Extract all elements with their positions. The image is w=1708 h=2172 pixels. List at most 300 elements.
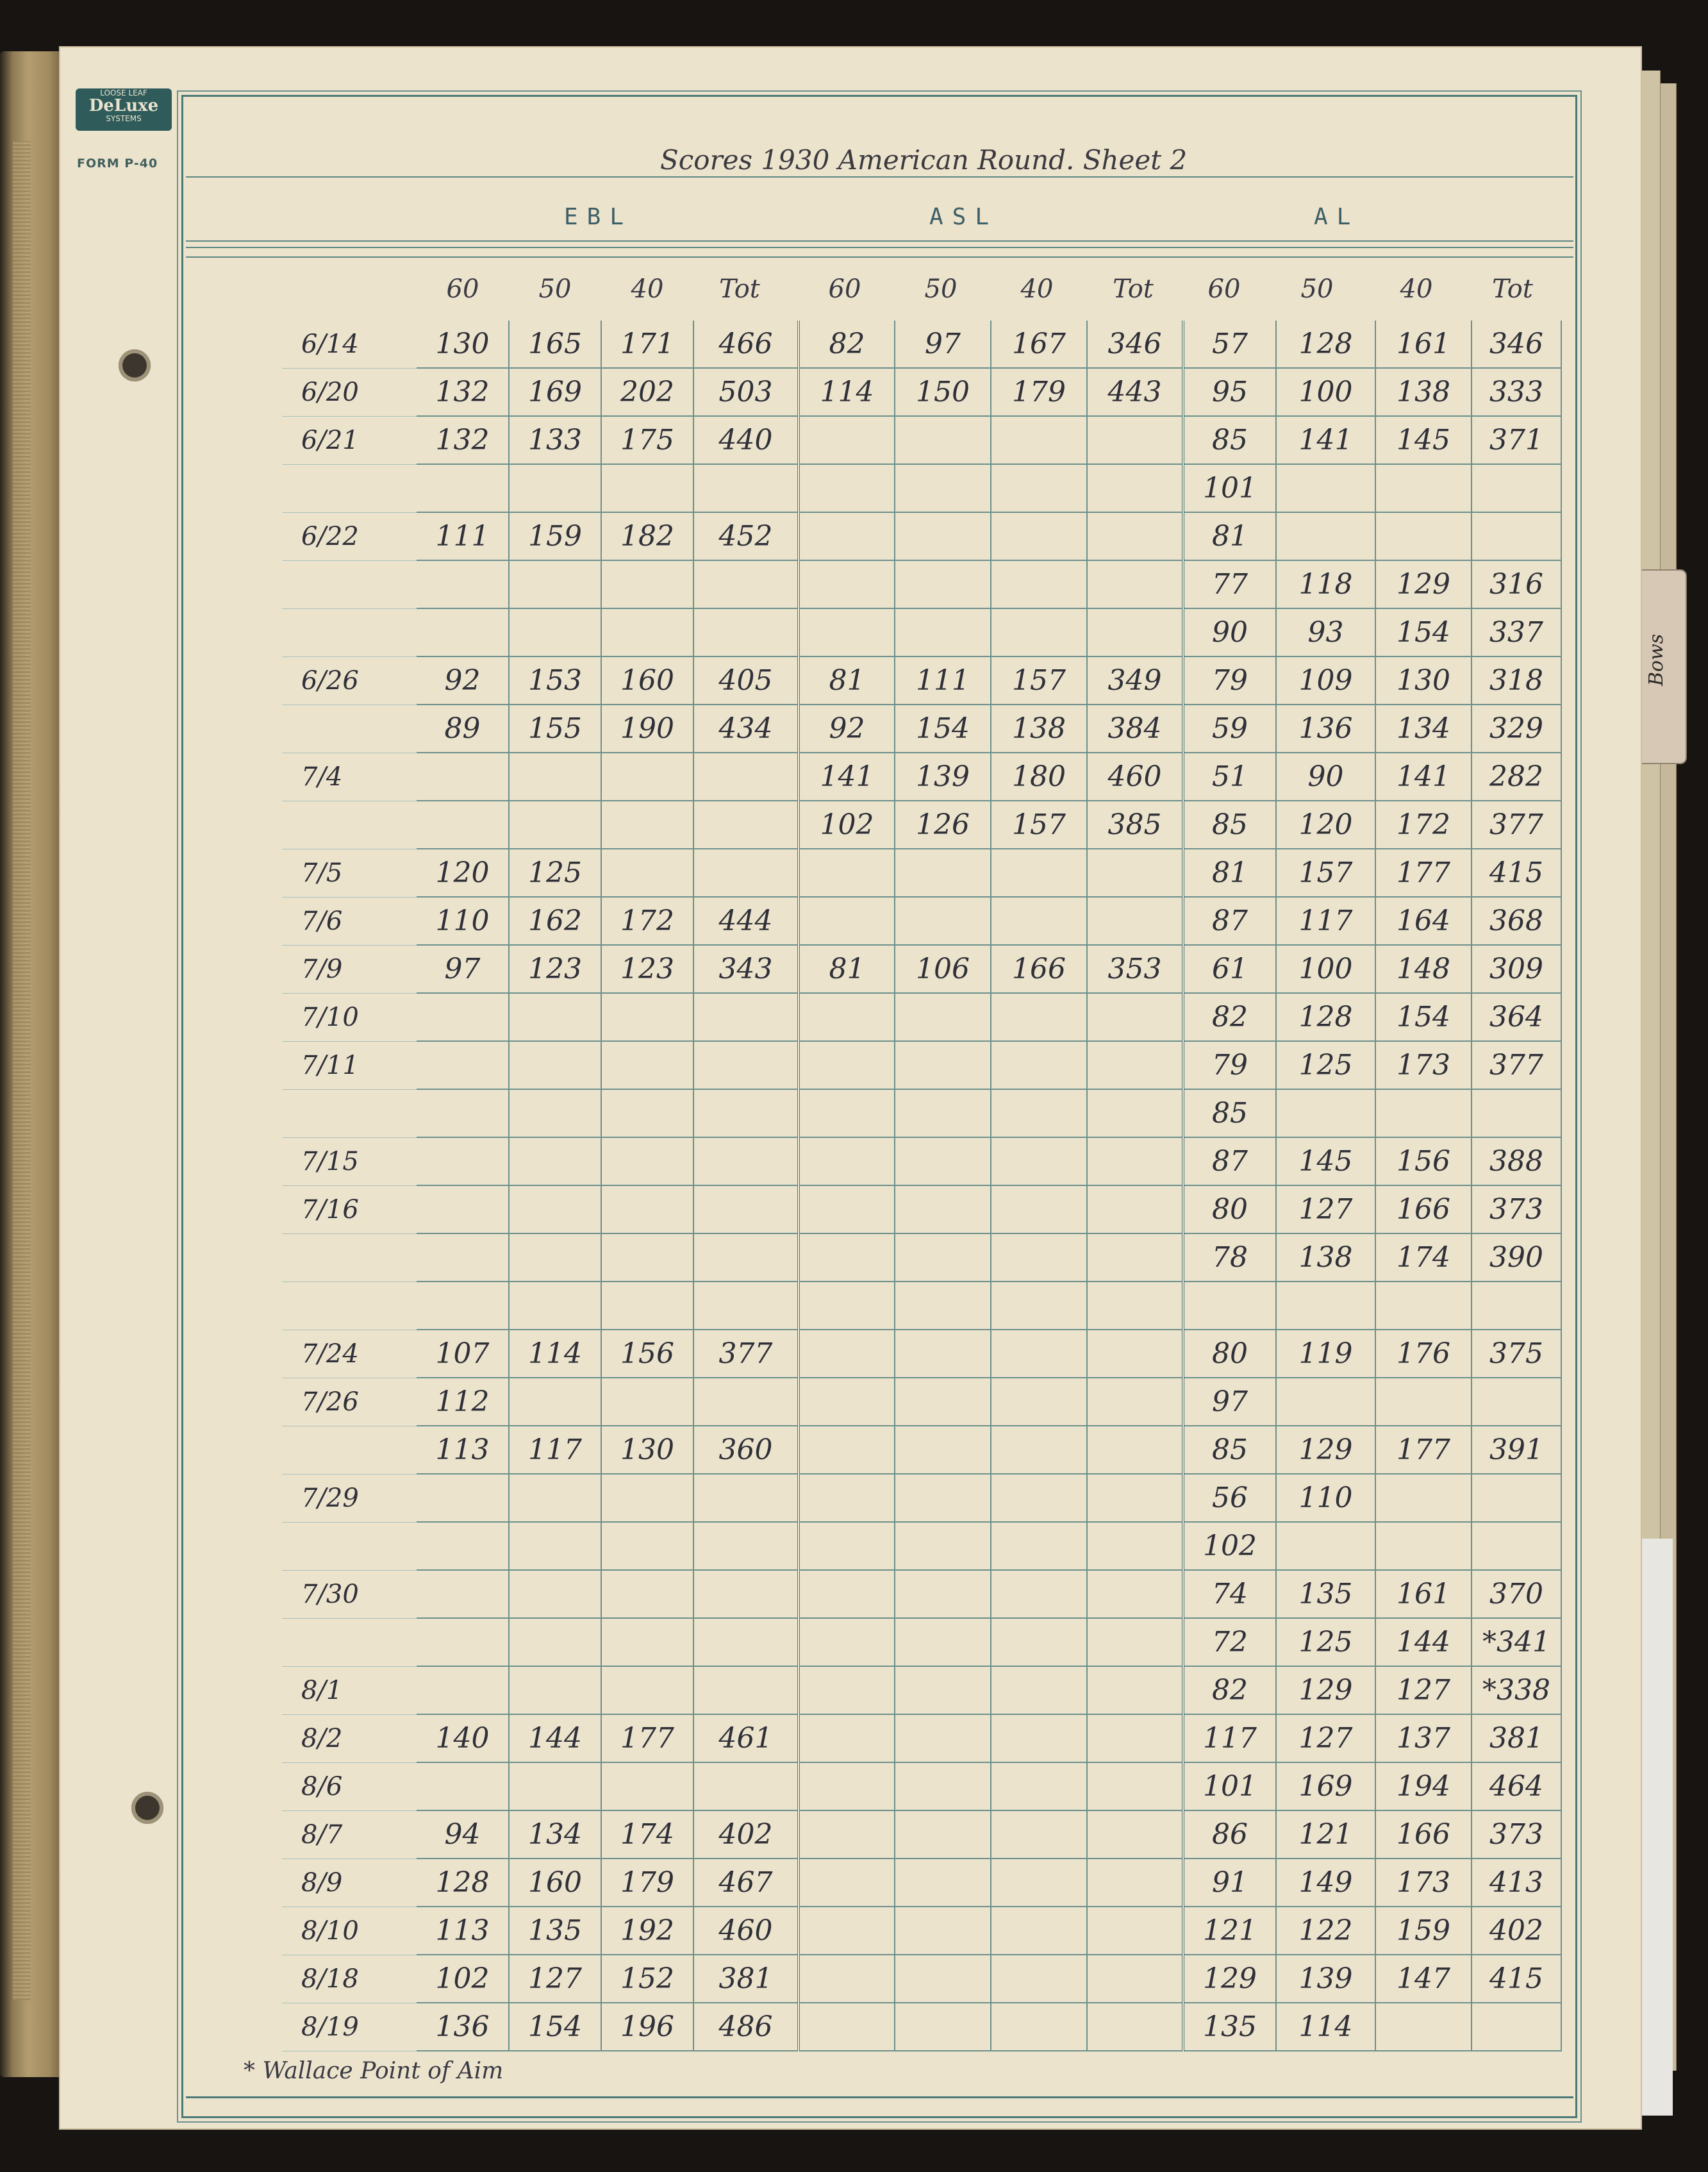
score-cell: 127 — [1276, 1185, 1375, 1233]
score-cell: 375 — [1472, 1330, 1561, 1378]
score-cell — [1087, 1089, 1183, 1137]
score-cell: 282 — [1472, 753, 1561, 801]
score-cell — [895, 1330, 991, 1378]
score-cell — [895, 1907, 991, 1955]
score-cell — [1276, 464, 1375, 512]
score-cell: 388 — [1472, 1137, 1561, 1185]
score-cell: *338 — [1472, 1666, 1561, 1714]
score-cell: 147 — [1375, 1955, 1472, 2003]
score-cell — [1087, 1522, 1183, 1570]
score-cell — [1472, 1522, 1561, 1570]
col-header: Tot — [719, 274, 760, 304]
score-cell: 192 — [601, 1907, 693, 1955]
score-cell: 137 — [1375, 1714, 1472, 1762]
score-cell — [895, 2003, 991, 2051]
score-cell: 125 — [1276, 1041, 1375, 1089]
score-cell: 79 — [1183, 656, 1276, 705]
score-cell — [895, 1762, 991, 1810]
score-cell: 141 — [1276, 416, 1375, 464]
score-cell: 333 — [1472, 368, 1561, 416]
score-cell — [1472, 512, 1561, 560]
score-cell: 134 — [1375, 705, 1472, 753]
score-cell — [417, 1282, 509, 1330]
score-cell — [895, 1089, 991, 1137]
score-cell: 90 — [1183, 608, 1276, 656]
score-cell: 102 — [417, 1955, 509, 2003]
score-cell — [799, 512, 895, 560]
row-date — [282, 1522, 417, 1570]
score-cell — [1183, 1282, 1276, 1330]
score-cell: 153 — [509, 656, 601, 705]
score-cell — [991, 416, 1087, 464]
row-date: 6/14 — [282, 321, 417, 368]
row-date: 7/5 — [282, 849, 417, 897]
table-row — [282, 1330, 1561, 1378]
table-row — [282, 1570, 1561, 1618]
table-row — [282, 753, 1561, 801]
score-cell: 132 — [417, 368, 509, 416]
score-cell: 182 — [601, 512, 693, 560]
score-cell: 174 — [1375, 1233, 1472, 1282]
score-cell: 337 — [1472, 608, 1561, 656]
score-cell: 123 — [509, 945, 601, 993]
rule — [186, 256, 1573, 258]
score-cell — [1375, 1282, 1472, 1330]
score-cell — [799, 1522, 895, 1570]
score-cell — [693, 1618, 799, 1666]
score-cell — [693, 1378, 799, 1426]
score-cell: 464 — [1472, 1762, 1561, 1810]
score-cell — [1087, 464, 1183, 512]
score-cell: 156 — [601, 1330, 693, 1378]
logo-bottom-text: SYSTEMS — [106, 114, 142, 123]
col-header: 60 — [1207, 274, 1241, 304]
score-cell — [799, 464, 895, 512]
score-cell: 126 — [895, 801, 991, 849]
row-date: 8/19 — [282, 2003, 417, 2051]
table-row — [282, 512, 1561, 560]
score-cell — [799, 1666, 895, 1714]
score-cell — [417, 1570, 509, 1618]
score-cell: 144 — [1375, 1618, 1472, 1666]
score-cell: 133 — [509, 416, 601, 464]
score-cell — [991, 608, 1087, 656]
score-cell: 85 — [1183, 1089, 1276, 1137]
score-cell: 176 — [1375, 1330, 1472, 1378]
score-cell: 166 — [1375, 1810, 1472, 1859]
score-cell: 90 — [1276, 753, 1375, 801]
score-cell: 154 — [1375, 608, 1472, 656]
score-cell — [799, 416, 895, 464]
score-cell — [991, 1041, 1087, 1089]
score-cell: 179 — [991, 368, 1087, 416]
row-date: 8/6 — [282, 1762, 417, 1810]
score-cell: 97 — [895, 321, 991, 368]
score-cell: 113 — [417, 1426, 509, 1474]
score-cell — [991, 464, 1087, 512]
score-cell: 413 — [1472, 1859, 1561, 1907]
score-cell — [1087, 608, 1183, 656]
table-row — [282, 1522, 1561, 1570]
score-cell: 156 — [1375, 1137, 1472, 1185]
score-cell — [799, 849, 895, 897]
score-cell — [895, 1859, 991, 1907]
score-cell — [693, 1233, 799, 1282]
score-cell — [799, 1185, 895, 1233]
score-cell — [799, 560, 895, 608]
score-cell: 154 — [1375, 993, 1472, 1041]
row-date: 8/10 — [282, 1907, 417, 1955]
table-row — [282, 1907, 1561, 1955]
score-cell: 138 — [991, 705, 1087, 753]
score-cell: 173 — [1375, 1041, 1472, 1089]
table-row — [282, 993, 1561, 1041]
score-cell — [601, 993, 693, 1041]
score-cell: 118 — [1276, 560, 1375, 608]
score-cell — [417, 1762, 509, 1810]
score-cell: 117 — [1183, 1714, 1276, 1762]
score-cell — [1087, 1041, 1183, 1089]
table-row — [282, 2003, 1561, 2051]
score-cell — [991, 1233, 1087, 1282]
score-cell — [1087, 1282, 1183, 1330]
score-cell — [417, 1185, 509, 1233]
score-cell: 114 — [799, 368, 895, 416]
score-cell: 160 — [601, 656, 693, 705]
score-cell: 167 — [991, 321, 1087, 368]
score-cell — [417, 464, 509, 512]
sheet-title: Scores 1930 American Round. Sheet 2 — [660, 144, 1188, 176]
score-cell — [601, 1618, 693, 1666]
score-cell — [509, 1666, 601, 1714]
score-cell — [895, 1666, 991, 1714]
score-cell — [417, 608, 509, 656]
score-cell — [601, 560, 693, 608]
score-cell — [417, 1474, 509, 1522]
score-cell — [601, 608, 693, 656]
score-cell: 415 — [1472, 849, 1561, 897]
score-cell — [799, 1330, 895, 1378]
score-cell: 129 — [1183, 1955, 1276, 2003]
score-cell: 110 — [417, 897, 509, 945]
score-cell — [991, 1618, 1087, 1666]
score-cell: 79 — [1183, 1041, 1276, 1089]
table-row — [282, 1859, 1561, 1907]
score-cell: 82 — [1183, 1666, 1276, 1714]
score-cell — [799, 1426, 895, 1474]
score-cell: 130 — [1375, 656, 1472, 705]
score-cell: 86 — [1183, 1810, 1276, 1859]
score-cell — [1087, 1955, 1183, 2003]
score-cell — [799, 1955, 895, 2003]
score-cell — [991, 512, 1087, 560]
score-table — [282, 321, 1562, 2051]
table-row — [282, 1762, 1561, 1810]
row-date: 7/11 — [282, 1041, 417, 1089]
score-cell: 135 — [1183, 2003, 1276, 2051]
score-cell: 165 — [509, 321, 601, 368]
score-cell: 370 — [1472, 1570, 1561, 1618]
score-cell: 161 — [1375, 321, 1472, 368]
score-cell — [895, 993, 991, 1041]
publisher-logo — [76, 88, 172, 131]
score-cell: 87 — [1183, 1137, 1276, 1185]
spine-texture — [13, 141, 31, 2000]
score-cell: 460 — [1087, 753, 1183, 801]
score-cell: 110 — [1276, 1474, 1375, 1522]
table-row — [282, 1810, 1561, 1859]
score-cell — [991, 897, 1087, 945]
score-cell — [1087, 993, 1183, 1041]
score-cell: 368 — [1472, 897, 1561, 945]
score-cell — [895, 560, 991, 608]
score-cell — [693, 1282, 799, 1330]
score-cell: 371 — [1472, 416, 1561, 464]
score-cell: 154 — [509, 2003, 601, 2051]
score-cell — [417, 801, 509, 849]
score-cell: 194 — [1375, 1762, 1472, 1810]
score-cell — [601, 1282, 693, 1330]
score-cell — [693, 849, 799, 897]
score-cell — [601, 1041, 693, 1089]
score-cell — [601, 1474, 693, 1522]
score-cell — [509, 464, 601, 512]
score-cell — [1087, 1330, 1183, 1378]
score-cell: 89 — [417, 705, 509, 753]
score-cell — [991, 1522, 1087, 1570]
row-date: 8/9 — [282, 1859, 417, 1907]
score-cell: 444 — [693, 897, 799, 945]
score-cell — [601, 1762, 693, 1810]
score-cell: 141 — [1375, 753, 1472, 801]
table-row — [282, 1955, 1561, 2003]
score-cell: 346 — [1087, 321, 1183, 368]
score-cell: 91 — [1183, 1859, 1276, 1907]
logo-top-text: LOOSE LEAF — [100, 88, 147, 97]
row-date: 7/6 — [282, 897, 417, 945]
score-cell — [509, 993, 601, 1041]
score-cell: 107 — [417, 1330, 509, 1378]
score-cell — [417, 1666, 509, 1714]
score-cell: 377 — [1472, 1041, 1561, 1089]
score-cell: 405 — [693, 656, 799, 705]
score-cell — [799, 1618, 895, 1666]
row-date — [282, 1089, 417, 1137]
score-cell: 129 — [1276, 1666, 1375, 1714]
score-cell: 155 — [509, 705, 601, 753]
score-cell: 343 — [693, 945, 799, 993]
score-cell — [1276, 1089, 1375, 1137]
score-cell: 486 — [693, 2003, 799, 2051]
score-cell: 85 — [1183, 1426, 1276, 1474]
score-cell — [1276, 1522, 1375, 1570]
score-cell — [1087, 1666, 1183, 1714]
score-cell: 402 — [1472, 1907, 1561, 1955]
score-cell: 157 — [991, 656, 1087, 705]
score-cell: 128 — [1276, 321, 1375, 368]
score-cell: 95 — [1183, 368, 1276, 416]
score-cell: 101 — [1183, 1762, 1276, 1810]
score-cell: 461 — [693, 1714, 799, 1762]
table-row — [282, 1474, 1561, 1522]
score-cell: 136 — [1276, 705, 1375, 753]
score-cell: 77 — [1183, 560, 1276, 608]
score-cell — [693, 560, 799, 608]
score-cell: 125 — [1276, 1618, 1375, 1666]
score-cell — [1472, 464, 1561, 512]
score-cell — [693, 993, 799, 1041]
score-cell: 160 — [509, 1859, 601, 1907]
score-cell: 166 — [991, 945, 1087, 993]
table-row — [282, 1089, 1561, 1137]
score-cell: 177 — [601, 1714, 693, 1762]
col-header: 40 — [1400, 274, 1433, 304]
row-date: 6/26 — [282, 656, 417, 705]
score-cell — [693, 1041, 799, 1089]
score-cell — [417, 753, 509, 801]
score-cell: 402 — [693, 1810, 799, 1859]
score-cell: 117 — [1276, 897, 1375, 945]
score-cell — [895, 1185, 991, 1233]
score-cell: 381 — [1472, 1714, 1561, 1762]
score-cell: 101 — [1183, 464, 1276, 512]
score-cell: 440 — [693, 416, 799, 464]
score-cell — [1087, 1474, 1183, 1522]
score-cell — [601, 1089, 693, 1137]
score-cell — [895, 1570, 991, 1618]
score-cell — [1472, 1282, 1561, 1330]
score-cell: 154 — [895, 705, 991, 753]
score-cell: 57 — [1183, 321, 1276, 368]
score-cell — [509, 1570, 601, 1618]
score-cell — [895, 1233, 991, 1282]
score-cell — [895, 897, 991, 945]
score-cell: 177 — [1375, 1426, 1472, 1474]
score-cell — [799, 1907, 895, 1955]
table-row — [282, 321, 1561, 368]
table-row — [282, 1041, 1561, 1089]
score-cell — [509, 1233, 601, 1282]
score-cell: 100 — [1276, 945, 1375, 993]
score-cell: 364 — [1472, 993, 1561, 1041]
binder-hole — [131, 1792, 163, 1824]
score-cell: 113 — [417, 1907, 509, 1955]
score-cell — [991, 993, 1087, 1041]
score-cell: 172 — [601, 897, 693, 945]
score-cell — [895, 1041, 991, 1089]
score-cell — [601, 1522, 693, 1570]
score-cell — [509, 1378, 601, 1426]
table-row — [282, 849, 1561, 897]
score-cell — [601, 753, 693, 801]
score-cell — [1087, 1859, 1183, 1907]
score-cell — [991, 1955, 1087, 2003]
score-cell: 138 — [1276, 1233, 1375, 1282]
score-cell: 59 — [1183, 705, 1276, 753]
row-date: 7/26 — [282, 1378, 417, 1426]
score-cell — [509, 1618, 601, 1666]
score-cell — [417, 1522, 509, 1570]
score-cell: 373 — [1472, 1810, 1561, 1859]
score-cell: 82 — [799, 321, 895, 368]
score-cell: 390 — [1472, 1233, 1561, 1282]
score-cell: 169 — [1276, 1762, 1375, 1810]
score-cell: 129 — [1276, 1426, 1375, 1474]
score-cell — [509, 1474, 601, 1522]
score-cell: 81 — [1183, 849, 1276, 897]
row-date: 6/22 — [282, 512, 417, 560]
score-cell — [1087, 1570, 1183, 1618]
table-row — [282, 560, 1561, 608]
table-row — [282, 608, 1561, 656]
score-cell — [693, 1570, 799, 1618]
score-cell — [1087, 1810, 1183, 1859]
score-cell: 415 — [1472, 1955, 1561, 2003]
score-cell — [693, 1666, 799, 1714]
score-cell — [799, 1810, 895, 1859]
score-cell — [693, 464, 799, 512]
col-header: Tot — [1113, 274, 1154, 304]
table-row — [282, 416, 1561, 464]
score-cell: 119 — [1276, 1330, 1375, 1378]
score-cell — [601, 1666, 693, 1714]
score-cell — [1375, 1378, 1472, 1426]
score-cell: 139 — [895, 753, 991, 801]
score-cell: 174 — [601, 1810, 693, 1859]
score-cell: 138 — [1375, 368, 1472, 416]
score-cell: 467 — [693, 1859, 799, 1907]
score-cell — [799, 897, 895, 945]
score-cell — [417, 1089, 509, 1137]
score-cell — [1276, 512, 1375, 560]
score-cell: 150 — [895, 368, 991, 416]
score-cell: 127 — [1375, 1666, 1472, 1714]
score-cell: 377 — [693, 1330, 799, 1378]
score-cell — [1087, 2003, 1183, 2051]
score-cell: 136 — [417, 2003, 509, 2051]
score-cell — [1375, 464, 1472, 512]
group-label-al: AL — [1314, 204, 1360, 230]
score-cell — [799, 2003, 895, 2051]
score-cell — [509, 801, 601, 849]
score-cell — [693, 1522, 799, 1570]
score-cell: 180 — [991, 753, 1087, 801]
score-cell — [601, 1137, 693, 1185]
score-cell: 171 — [601, 321, 693, 368]
score-cell — [601, 1378, 693, 1426]
score-cell: 114 — [1276, 2003, 1375, 2051]
score-cell: 159 — [1375, 1907, 1472, 1955]
score-cell: 190 — [601, 705, 693, 753]
score-cell: 169 — [509, 368, 601, 416]
score-cell: 111 — [417, 512, 509, 560]
score-cell: 121 — [1276, 1810, 1375, 1859]
score-cell: 109 — [1276, 656, 1375, 705]
table-row — [282, 464, 1561, 512]
score-cell: 80 — [1183, 1330, 1276, 1378]
score-cell: 130 — [601, 1426, 693, 1474]
score-cell — [417, 1041, 509, 1089]
score-cell — [417, 1618, 509, 1666]
logo-brand: DeLuxe — [88, 96, 159, 115]
score-cell — [417, 993, 509, 1041]
score-cell — [1375, 2003, 1472, 2051]
score-cell: 443 — [1087, 368, 1183, 416]
bottom-rule — [186, 2096, 1573, 2111]
score-cell: 144 — [509, 1714, 601, 1762]
score-cell — [991, 2003, 1087, 2051]
score-cell — [693, 1474, 799, 1522]
